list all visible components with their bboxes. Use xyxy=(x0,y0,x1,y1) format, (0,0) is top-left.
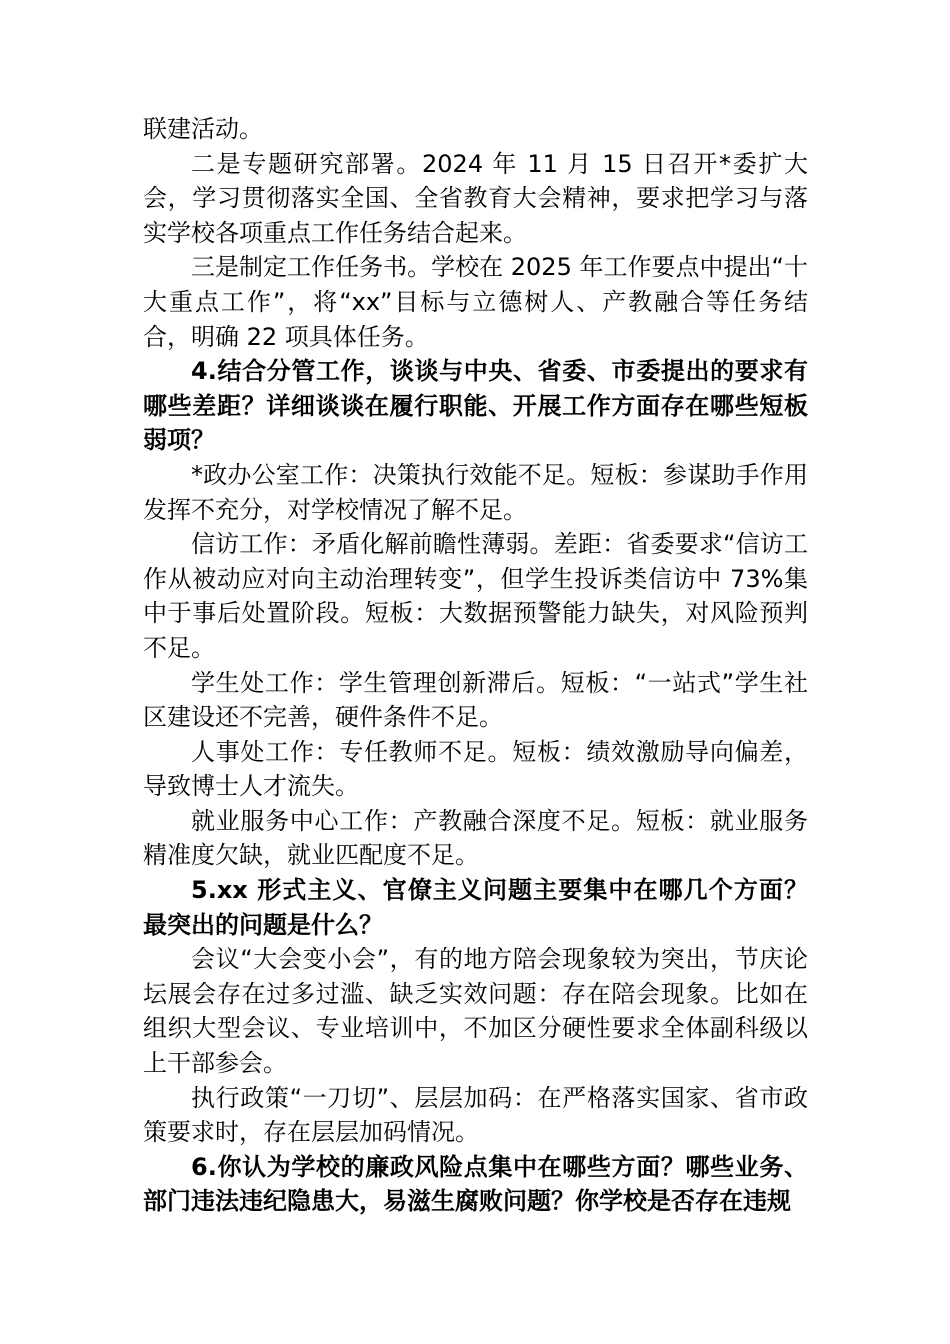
paragraph-continuation: 联建活动。 xyxy=(143,115,263,143)
paragraph-meetings: 会议“大会变小会”，有的地方陪会现象较为突出，节庆论坛展会存在过多过滥、缺乏实效问题：存在陪会现象。比如在组织大型会议、专业培训中，不加区分硬性要求全体副科级以上干部参会。 xyxy=(143,945,808,1078)
heading-question-4: 4.结合分管工作，谈谈与中央、省委、市委提出的要求有哪些差距？详细谈谈在履行职能、开展工作方面存在哪些短板弱项？ xyxy=(143,357,808,455)
paragraph-employment-center: 就业服务中心工作：产教融合深度不足。短板：就业服务精准度欠缺，就业匹配度不足。 xyxy=(143,806,808,870)
paragraph-task-book: 三是制定工作任务书。学校在 2025 年工作要点中提出“十大重点工作”，将“xx”目标与立德树人、产教融合等任务结合，明确 22 项具体任务。 xyxy=(143,253,808,351)
paragraph-policy-execution: 执行政策“一刀切”、层层加码：在严格落实国家、省市政策要求时，存在层层加码情况。 xyxy=(143,1083,808,1147)
document-page xyxy=(143,112,808,1219)
heading-question-5: 5.xx 形式主义、官僚主义问题主要集中在哪几个方面？最突出的问题是什么？ xyxy=(143,876,808,939)
paragraph-student-affairs: 学生处工作：学生管理创新滞后。短板：“一站式”学生社区建设还不完善，硬件条件不足。 xyxy=(143,668,808,732)
heading-question-6: 6.你认为学校的廉政风险点集中在哪些方面？哪些业务、部门违法违纪隐患大，易滋生腐败问题？你学校是否存在违规 xyxy=(143,1152,808,1216)
paragraph-research-deployment: 二是专题研究部署。2024 年 11 月 15 日召开*委扩大会，学习贯彻落实全国、全省教育大会精神，要求把学习与落实学校各项重点工作任务结合起来。 xyxy=(143,149,808,247)
paragraph-petition-work: 信访工作：矛盾化解前瞻性薄弱。差距：省委要求“信访工作从被动应对向主动治理转变”，但学生投诉类信访中 73%集中于事后处置阶段。短板：大数据预警能力缺失，对风险预判不足。 xyxy=(143,530,808,662)
paragraph-office-work: *政办公室工作：决策执行效能不足。短板：参谋助手作用发挥不充分，对学校情况了解不足。 xyxy=(143,460,808,524)
paragraph-personnel-work: 人事处工作：专任教师不足。短板：绩效激励导向偏差，导致博士人才流失。 xyxy=(143,737,808,801)
